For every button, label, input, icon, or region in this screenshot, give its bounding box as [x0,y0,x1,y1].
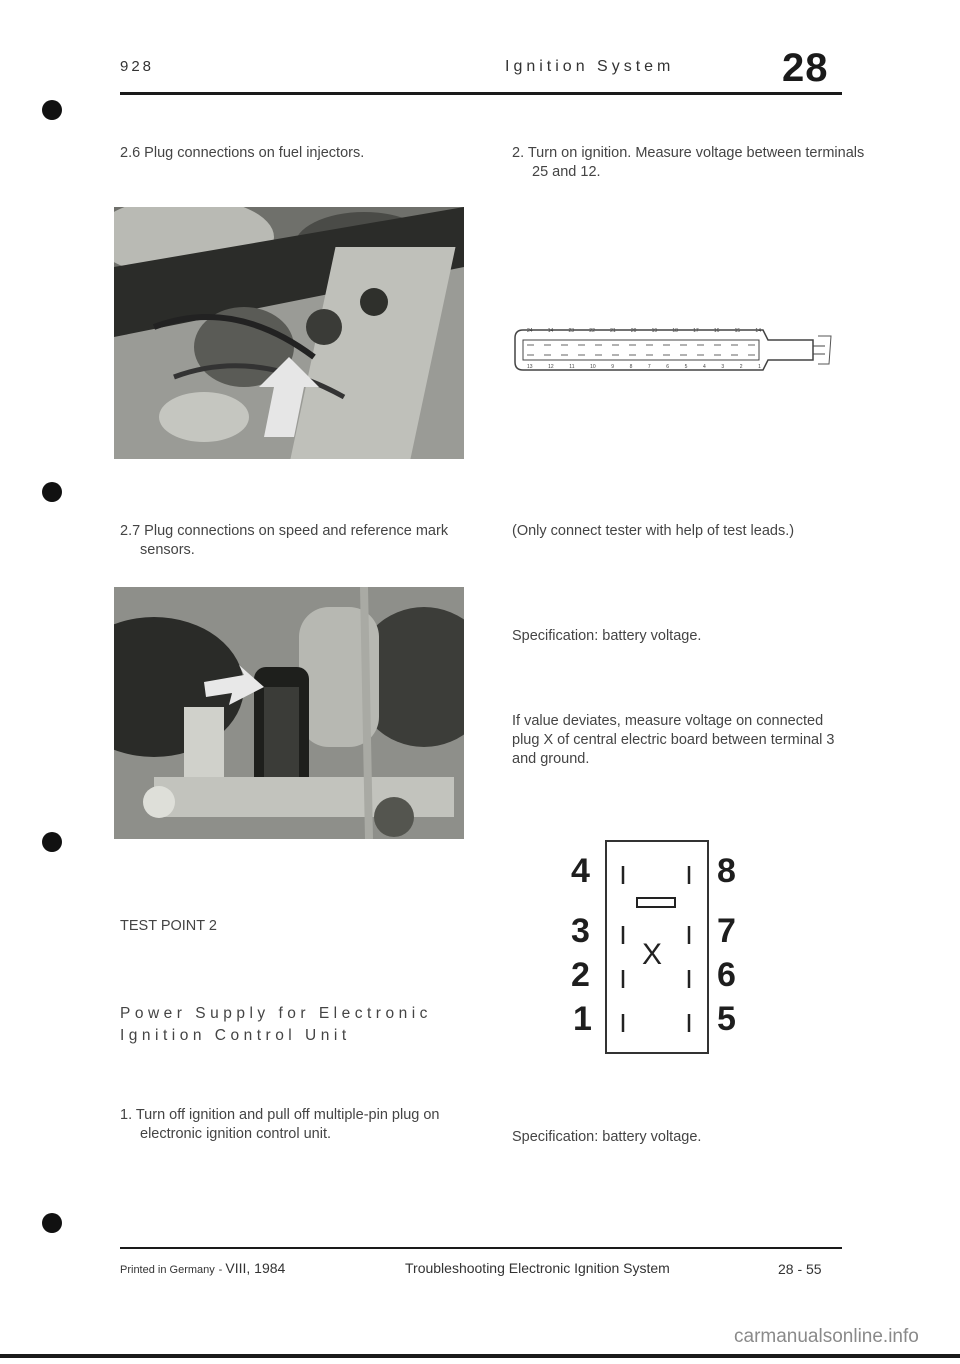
footer-rule [120,1247,842,1249]
pin-number: 10 [590,364,596,370]
section-heading-line-2: Ignition Control Unit [120,1027,351,1044]
footer-printed: Printed in Germany - VIII, 1984 [120,1260,286,1276]
page-number: 28 - 55 [778,1261,822,1277]
pin-label-4: 4 [571,852,590,890]
section-number: 28 [782,46,829,90]
pin-number: 21 [610,328,616,334]
step-2-6-text: 2.6 Plug connections on fuel injectors. [120,145,365,161]
pin-label-2: 2 [571,956,590,994]
section-heading-line-1: Power Supply for Electronic [120,1005,432,1022]
pin-number: 20 [630,328,637,334]
pin-number: 13 [527,364,533,370]
fuel-injector-illustration [114,207,464,459]
step-2-7-text: 2.7 Plug connections on speed and reference mark sensors. [120,523,449,558]
binder-hole [42,100,62,120]
binder-hole [42,482,62,502]
test-point-label: TEST POINT 2 [120,918,217,934]
pin-label-7: 7 [717,912,736,950]
section-heading [120,1003,470,1047]
pin-number: 16 [713,328,720,334]
pin-number: 6 [666,364,670,370]
plug-x-diagram [565,840,785,1070]
pin-number: 15 [734,328,741,334]
specification-1: Specification: battery voltage. [512,628,702,644]
pin-label-3: 3 [571,912,590,950]
sensor-plug-illustration [114,587,464,839]
step-1-text: 1. Turn off ignition and pull off multiple-pin plug on electronic ignition control unit. [120,1107,440,1142]
binder-hole [42,1213,62,1233]
pin-number: 1 [758,364,761,370]
pin-number: 17 [693,328,699,334]
pin-label-8: 8 [717,852,736,890]
header-rule [120,92,842,95]
pin-label-5: 5 [717,1000,736,1038]
pin-number: 23 [568,328,575,334]
pin-number: 11 [569,364,575,370]
binder-hole [42,832,62,852]
page-title: Ignition System [505,58,675,75]
footer-date: VIII, 1984 [225,1260,286,1276]
bottom-border [0,1354,960,1358]
pin-number: 14 [755,328,761,334]
tester-note: (Only connect tester with help of test leads.) [512,523,795,539]
watermark: carmanualsonline.info [734,1326,919,1347]
model-number: 928 [120,58,155,75]
pin-number: 9 [611,364,614,370]
pin-label-6: 6 [717,956,736,994]
connector-diagram [513,324,858,376]
specification-2: Specification: battery voltage. [512,1129,702,1145]
deviation-instruction: If value deviates, measure voltage on connected plug X of central electric board between terminal 3 and ground. [512,713,835,767]
footer-title: Troubleshooting Electronic Ignition System [405,1260,670,1276]
pin-number: 2 [739,364,743,370]
pin-number: 18 [672,328,678,334]
pin-number: 14 [547,328,554,334]
sensor-plug-photo [114,587,464,839]
pin-number: 7 [647,364,651,370]
pin-number: 22 [589,328,595,334]
connector-bottom-numbers [527,364,761,370]
pin-number: 3 [721,364,725,370]
step-2-text: 2. Turn on ignition. Measure voltage between terminals 25 and 12. [512,145,865,180]
pin-number: 5 [684,364,688,370]
pin-number: 8 [629,364,633,370]
pin-number: 12 [548,364,554,370]
fuel-injector-photo [114,207,464,459]
connector-top-numbers [527,328,761,334]
plug-x-center-label: X [642,938,663,971]
pin-number: 24 [527,328,533,334]
pin-number: 4 [703,364,706,370]
pin-label-1: 1 [573,1000,592,1038]
pin-number: 19 [651,328,658,334]
footer-printed-label: Printed in Germany [120,1264,215,1276]
